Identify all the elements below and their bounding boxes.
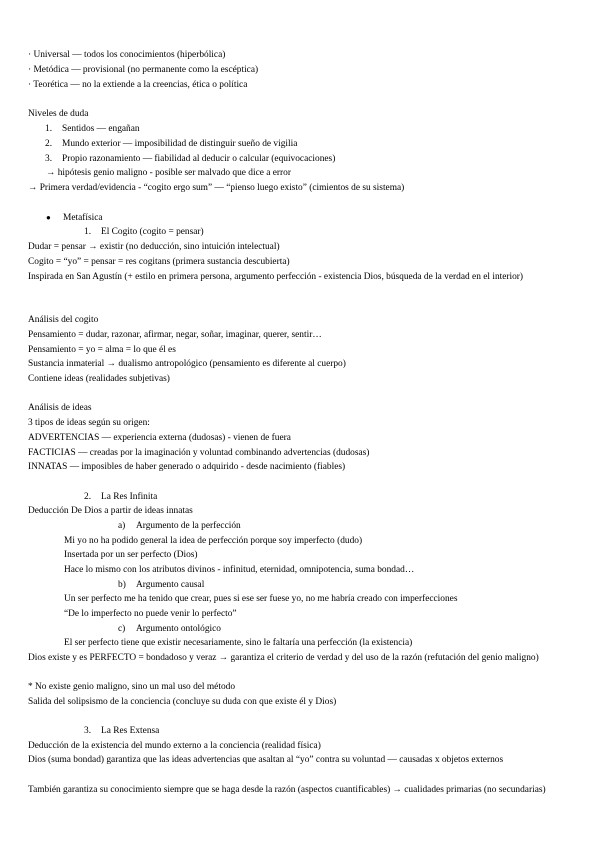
item-text: Mundo exterior — imposibilidad de distinguir sueño de vigilia [62,139,298,149]
list-item-universal: · Universal — todos los conocimientos (hiperbólica) [28,50,226,60]
item-text: Sentidos — engañan [62,124,140,134]
numbered-item-razonamiento [45,152,335,167]
note-primera-verdad: → Primera verdad/evidencia - “cogito ergo sum” — “pienso luego existo” (cimientos de su sistema) [28,183,405,193]
numbered-item-mundo [45,137,297,152]
item-text: Argumento de la perfección [136,521,241,531]
text-perfeccion-1: Mi yo no ha podido general la idea de perfección porque soy imperfecto (dudo) [64,536,363,546]
bullet-text: Metafísica [63,213,103,223]
item-letter: b) [118,580,126,590]
subheading-res-infinita [84,490,157,505]
text-pensamiento-2: Pensamiento = yo = alma = lo que él es [28,345,176,355]
list-item-teoretica: · Teorética — no la extiende a la creencias, ética o política [28,80,248,90]
text-causal-1: Un ser perfecto me ha tenido que crear, pues si ese ser fuese yo, no me habría creado con imperfecciones [64,594,458,604]
note-hipotesis: → hipótesis genio maligno - posible ser malvado que dice a error [46,168,291,178]
item-number: 2. [84,492,92,502]
item-text: Argumento ontológico [136,624,221,634]
item-number: 3. [45,154,53,164]
list-item-metodica: · Metódica — provisional (no permanente como la escéptica) [28,65,259,75]
section-heading-analisis-cogito: Análisis del cogito [28,315,99,325]
item-number: 3. [84,726,92,736]
bullet-icon: ● [46,213,51,222]
item-letter: c) [118,624,126,634]
text-facticias: FACTICIAS — creadas por la imaginación y voluntad combinando advertencias (dudosas) [28,448,370,458]
item-letter: a) [118,521,126,531]
text-dios-suma-bondad: Dios (suma bondad) garantiza que las ideas advertencias que asaltan al “yo” contra su voluntad — causadas x objetos externos [28,755,504,765]
subheading-argumento-ontologico [118,622,221,637]
item-number: 1. [84,227,92,237]
text-cogito-yo: Cogito = “yo” = pensar = res cogitans (primera sustancia descubierta) [28,257,290,267]
subheading-cogito [84,225,204,240]
text-advertencias: ADVERTENCIAS — experiencia externa (dudosas) - vienen de fuera [28,433,291,443]
text-perfeccion-2: Insertada por un ser perfecto (Dios) [64,550,198,560]
text-causal-2: “De lo imperfecto no puede venir lo perfecto” [64,609,237,619]
text-pensamiento-1: Pensamiento = dudar, razonar, afirmar, negar, soñar, imaginar, querer, sentir… [28,330,322,340]
text-sustancia: Sustancia inmaterial → dualismo antropológico (pensamiento es diferente al cuerpo) [28,359,346,369]
text-dudar: Dudar = pensar → existir (no deducción, sino intuición intelectual) [28,242,280,252]
text-tambien-garantiza: También garantiza su conocimiento siempre que se haga desde la razón (aspectos cuantificables) → cualidades primarias (no secundarias) [28,785,546,795]
text-contiene: Contiene ideas (realidades subjetivas) [28,374,170,384]
text-dios-existe: Dios existe y es PERFECTO = bondadoso y veraz → garantiza el criterio de verdad y del uso de la razón (refutación del genio maligno) [28,653,539,663]
numbered-item-sentidos [45,122,140,137]
subheading-argumento-perfeccion [118,519,241,534]
item-text: La Res Extensa [101,726,160,736]
text-innatas: INNATAS — imposibles de haber generado o adquirido - desde nacimiento (fiables) [28,462,346,472]
item-text: La Res Infinita [101,492,158,502]
text-perfeccion-3: Hace lo mismo con los atributos divinos - infinitud, eternidad, omnipotencia, suma bondad… [64,565,415,575]
text-salida-solipsismo: Salida del solipsismo de la conciencia (concluye su duda con que existe él y Dios) [28,697,337,707]
item-number: 2. [45,139,53,149]
text-inspirada: Inspirada en San Agustín (+ estilo en primera persona, argumento perfección - existencia Dios, búsqueda de la verdad en el interior) [28,272,524,282]
item-text: El Cogito (cogito = pensar) [101,227,204,237]
item-text: Argumento causal [136,580,205,590]
text-tipos: 3 tipos de ideas según su origen: [28,418,150,428]
text-deduccion-dios: Deducción De Dios a partir de ideas innatas [28,506,193,516]
text-deduccion-mundo: Deducción de la existencia del mundo externo a la conciencia (realidad física) [28,741,321,751]
section-heading-niveles: Niveles de duda [28,109,89,119]
section-heading-analisis-ideas: Análisis de ideas [28,403,92,413]
bullet-metafisica [46,211,103,226]
subheading-argumento-causal [118,578,204,593]
item-number: 1. [45,124,53,134]
text-ontologico-1: El ser perfecto tiene que existir necesariamente, sino le faltaría una perfección (la existencia) [64,638,413,648]
subheading-res-extensa [84,724,159,739]
item-text: Propio razonamiento — fiabilidad al deducir o calcular (equivocaciones) [62,154,336,164]
text-no-existe-genio: * No existe genio maligno, sino un mal uso del método [28,682,236,692]
